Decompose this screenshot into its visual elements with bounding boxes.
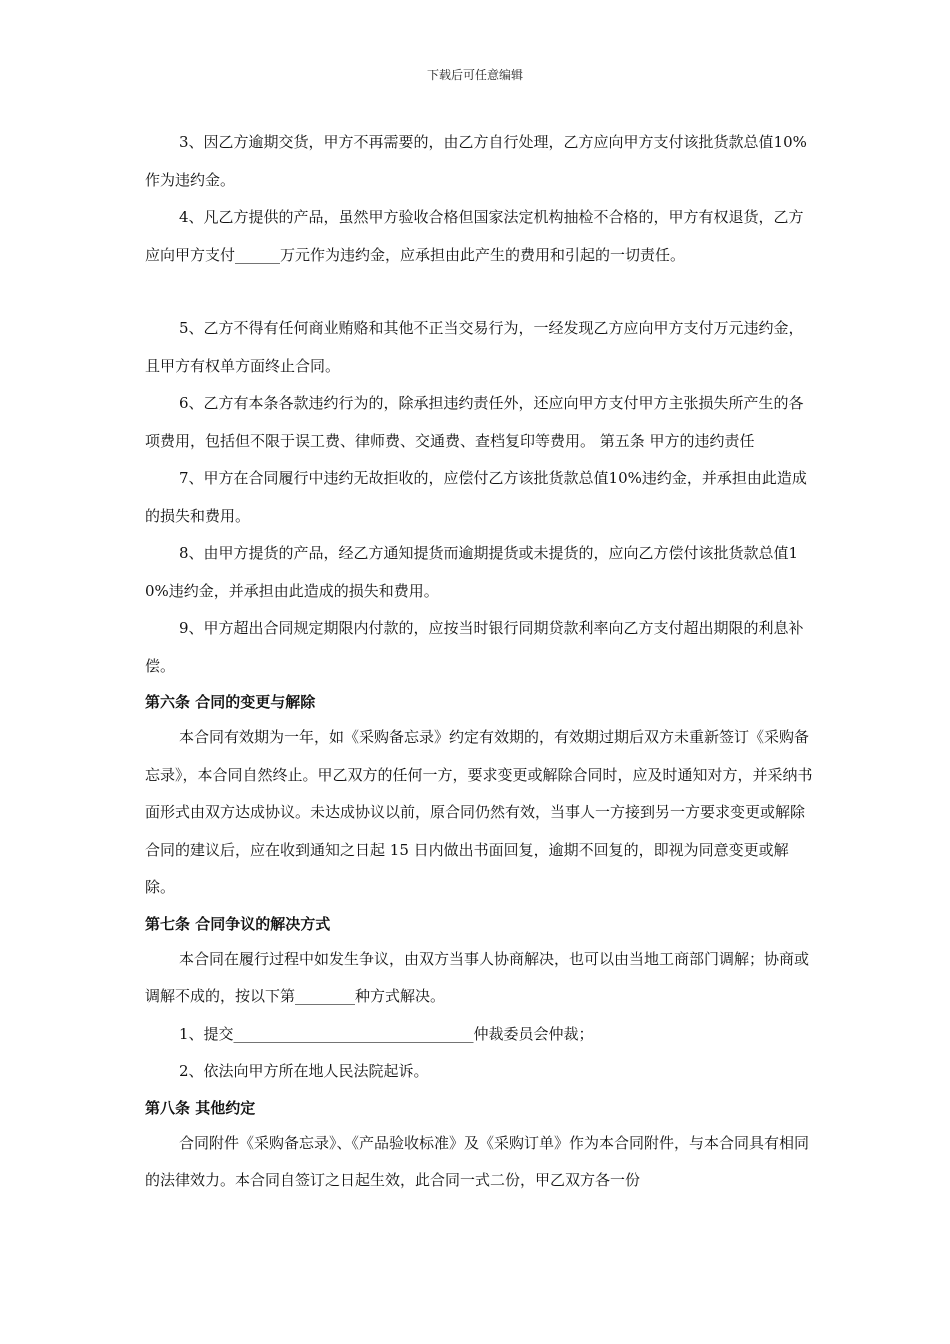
clause-6: 6、乙方有本条各款违约行为的，除承担违约责任外，还应向甲方支付甲方主张损失所产生的各项费用，包括但不限于误工费、律师费、交通费、查档复印等费用。 第五条 甲方的违约责任 (145, 394, 804, 450)
section-8-body: 合同附件《采购备忘录》、《产品验收标准》及《采购订单》作为本合同附件，与本合同具有相同的法律效力。本合同自签订之日起生效，此合同一式二份，甲乙双方各一份 (145, 1133, 810, 1189)
page-header: 下载后可任意编辑 (426, 68, 523, 82)
section-6-body: 本合同有效期为一年，如《采购备忘录》约定有效期的，有效期过期后双方未重新签订《采购备忘录》，本合同自然终止。甲乙双方的任何一方，要求变更或解除合同时，应及时通知对方，并采纳书面形式由双方达成协议。未达成协议以前，原合同仍然有效，当事人一方接到另一方要求变更或解除合同的建议后，应在收到通知之日起 15 日内做出书面回复，逾期不回复的，即视为同意变更或解除。 (145, 728, 813, 896)
section-7-title: 第七条 合同争议的解决方式 (145, 914, 331, 933)
section-7-body: 本合同在履行过程中如发生争议，由双方当事人协商解决，也可以由当地工商部门调解；协商或调解不成的，按以下第________种方式解决。 (145, 949, 810, 1005)
section-8-title: 第八条 其他约定 (145, 1098, 256, 1117)
blank-gap (145, 274, 813, 310)
clause-5: 5、乙方不得有任何商业贿赂和其他不正当交易行为，一经发现乙方应向甲方支付万元违约金，且甲方有权单方面终止合同。 (145, 319, 804, 375)
document-body (145, 124, 813, 1200)
clause-8: 8、由甲方提货的产品，经乙方通知提货而逾期提货或未提货的，应向乙方偿付该批货款总值10%违约金，并承担由此造成的损失和费用。 (145, 544, 799, 600)
clause-4: 4、凡乙方提供的产品，虽然甲方验收合格但国家法定机构抽检不合格的，甲方有权退货，乙方应向甲方支付______万元作为违约金，应承担由此产生的费用和引起的一切责任。 (145, 208, 804, 264)
section-6-title: 第六条 合同的变更与解除 (145, 693, 316, 711)
section-7-item-1: 1、提交________________________________仲裁委员会仲裁； (179, 1024, 594, 1043)
section-7-item-2: 2、依法向甲方所在地人民法院起诉。 (179, 1062, 429, 1080)
clause-9: 9、甲方超出合同规定期限内付款的，应按当时银行同期贷款利率向乙方支付超出期限的利息补偿。 (145, 619, 804, 675)
clause-3: 3、因乙方逾期交货，甲方不再需要的，由乙方自行处理，乙方应向甲方支付该批货款总值10%作为违约金。 (145, 133, 807, 189)
clause-7: 7、甲方在合同履行中违约无故拒收的，应偿付乙方该批货款总值10%违约金，并承担由此造成的损失和费用。 (145, 469, 807, 525)
